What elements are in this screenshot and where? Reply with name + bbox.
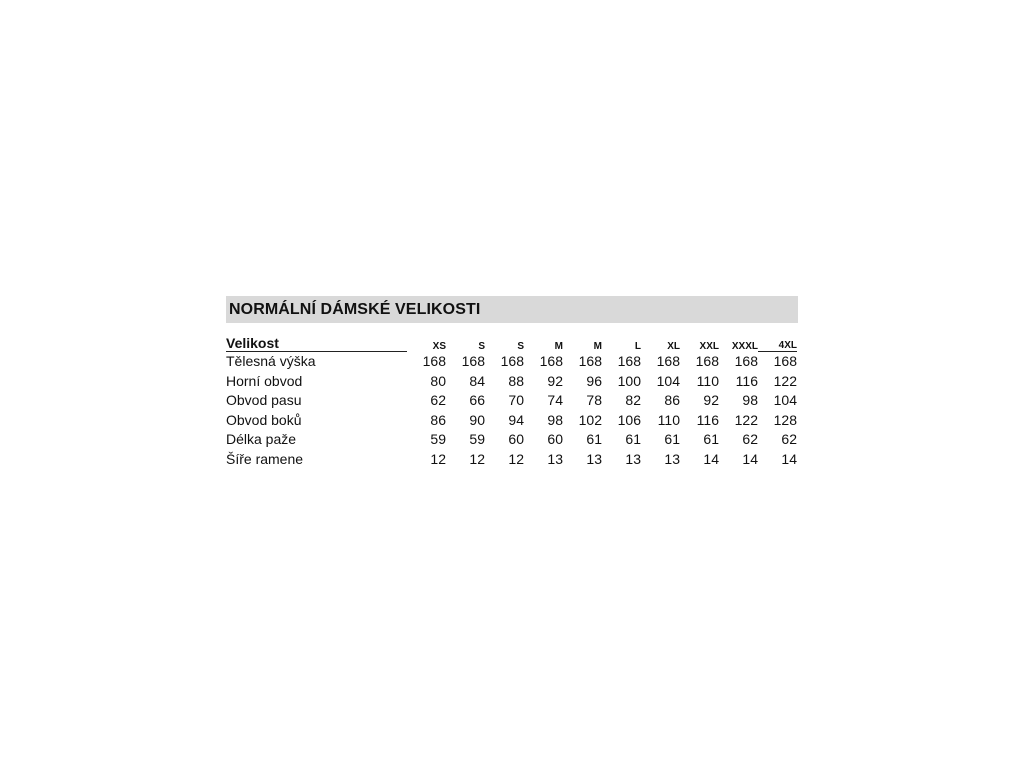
size-header: M bbox=[554, 340, 563, 352]
table-cell: 61 bbox=[586, 431, 602, 447]
size-header: S bbox=[478, 340, 485, 352]
table-cell: 61 bbox=[625, 431, 641, 447]
size-header: 4XL bbox=[758, 329, 797, 352]
table-cell: 168 bbox=[656, 352, 680, 369]
table-cell: 14 bbox=[781, 450, 797, 467]
table-body bbox=[226, 352, 797, 470]
table-row bbox=[226, 450, 797, 470]
table-cell: 98 bbox=[742, 392, 758, 408]
size-header: S bbox=[517, 340, 524, 352]
table-cell: 96 bbox=[586, 372, 602, 389]
table-cell: 110 bbox=[657, 411, 680, 428]
table-cell: 62 bbox=[430, 392, 446, 408]
table-cell: 62 bbox=[781, 431, 797, 447]
table-cell: 12 bbox=[508, 450, 524, 467]
table-cell: 14 bbox=[742, 450, 758, 467]
table-cell: 168 bbox=[695, 352, 719, 369]
table-cell: 84 bbox=[469, 372, 485, 389]
table-cell: 60 bbox=[547, 431, 563, 447]
table-cell: 168 bbox=[422, 352, 446, 369]
table-cell: 59 bbox=[469, 431, 485, 447]
table-cell: 168 bbox=[578, 352, 602, 369]
size-header: M bbox=[593, 340, 602, 352]
size-header: XL bbox=[667, 340, 680, 352]
row-label: Horní obvod bbox=[226, 372, 303, 389]
table-cell: 102 bbox=[578, 411, 602, 428]
table-cell: 82 bbox=[625, 392, 641, 408]
size-chart bbox=[226, 296, 798, 469]
table-cell: 12 bbox=[469, 450, 485, 467]
table-cell: 70 bbox=[508, 392, 524, 408]
table-cell: 168 bbox=[773, 353, 797, 369]
title-bar bbox=[226, 296, 798, 323]
table-row bbox=[226, 372, 797, 392]
header-row bbox=[226, 329, 797, 352]
table-cell: 168 bbox=[461, 352, 485, 369]
row-label: Obvod boků bbox=[226, 411, 302, 428]
table-cell: 74 bbox=[547, 392, 563, 408]
table-cell: 90 bbox=[469, 411, 485, 428]
table-cell: 61 bbox=[703, 431, 719, 447]
row-label: Tělesná výška bbox=[226, 353, 316, 369]
size-table bbox=[226, 329, 797, 469]
table-cell: 168 bbox=[539, 352, 563, 369]
table-cell: 106 bbox=[617, 411, 641, 428]
table-cell: 116 bbox=[696, 411, 719, 428]
table-row bbox=[226, 391, 797, 411]
table-cell: 13 bbox=[625, 450, 641, 467]
table-cell: 116 bbox=[735, 372, 758, 389]
table-cell: 61 bbox=[664, 431, 680, 447]
size-header: XS bbox=[432, 340, 446, 352]
table-cell: 94 bbox=[508, 411, 524, 428]
table-cell: 92 bbox=[547, 372, 563, 389]
table-cell: 104 bbox=[773, 392, 797, 408]
table-cell: 13 bbox=[586, 450, 602, 467]
table-cell: 62 bbox=[742, 431, 758, 447]
table-cell: 66 bbox=[469, 392, 485, 408]
table-cell: 12 bbox=[430, 450, 446, 467]
table-cell: 86 bbox=[430, 411, 446, 428]
table-cell: 110 bbox=[696, 372, 719, 389]
table-cell: 122 bbox=[773, 372, 797, 389]
table-cell: 128 bbox=[773, 411, 797, 428]
table-cell: 13 bbox=[547, 450, 563, 467]
table-cell: 88 bbox=[508, 372, 524, 389]
chart-title: NORMÁLNÍ DÁMSKÉ VELIKOSTI bbox=[229, 300, 481, 318]
row-label: Šíře ramene bbox=[226, 450, 304, 467]
table-cell: 100 bbox=[617, 372, 641, 389]
table-cell: 168 bbox=[734, 352, 758, 369]
size-header: L bbox=[634, 340, 641, 352]
row-label: Délka paže bbox=[226, 431, 297, 447]
table-row bbox=[226, 352, 797, 372]
table-cell: 60 bbox=[508, 431, 524, 447]
table-cell: 14 bbox=[703, 450, 719, 467]
row-label: Obvod pasu bbox=[226, 392, 302, 408]
size-header: XXXL bbox=[731, 340, 758, 352]
table-cell: 92 bbox=[703, 392, 719, 408]
table-cell: 86 bbox=[664, 392, 680, 408]
table-cell: 59 bbox=[430, 431, 446, 447]
table-row bbox=[226, 411, 797, 431]
table-cell: 168 bbox=[500, 352, 524, 369]
header-label: Velikost bbox=[226, 329, 407, 352]
table-cell: 13 bbox=[664, 450, 680, 467]
table-cell: 80 bbox=[430, 372, 446, 389]
table-cell: 104 bbox=[656, 372, 680, 389]
table-cell: 98 bbox=[547, 411, 563, 428]
table-cell: 78 bbox=[586, 392, 602, 408]
size-header: XXL bbox=[699, 340, 719, 352]
table-row bbox=[226, 430, 797, 450]
table-cell: 122 bbox=[734, 411, 758, 428]
table-cell: 168 bbox=[617, 352, 641, 369]
